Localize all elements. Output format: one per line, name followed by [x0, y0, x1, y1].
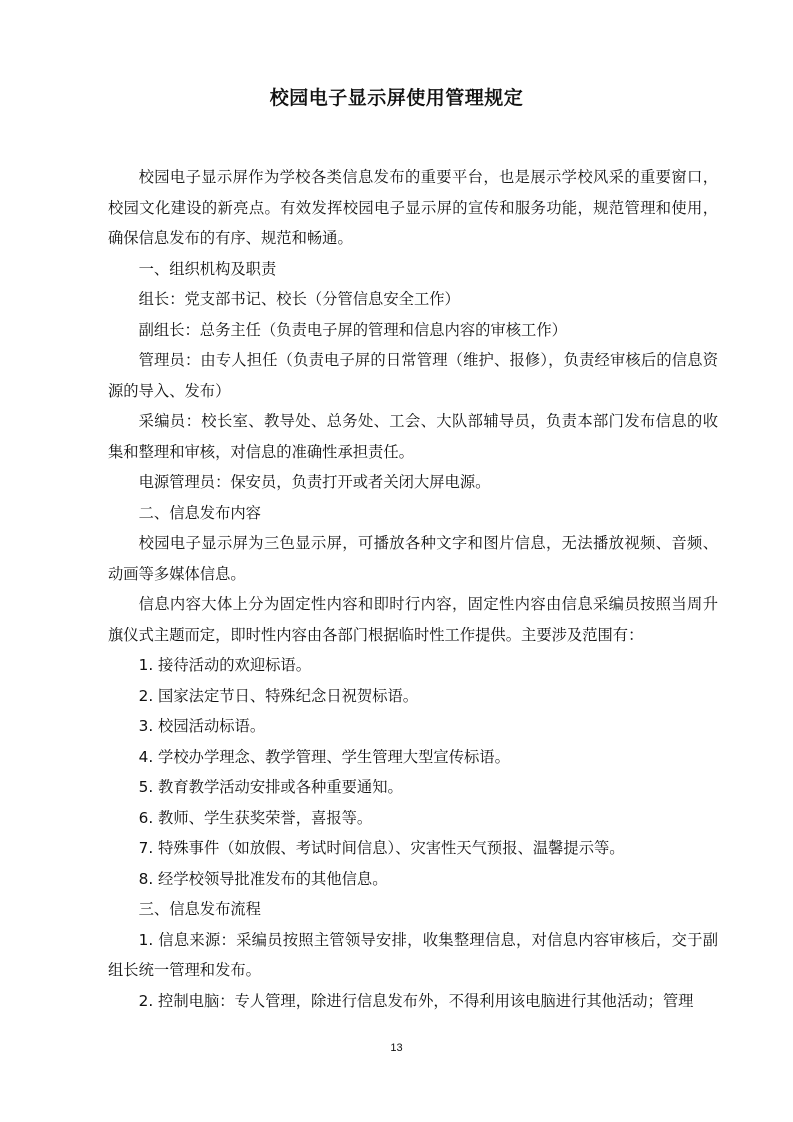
list-item: 1. 信息来源：采编员按照主管领导安排，收集整理信息，对信息内容审核后，交于副组长统一管理和发布。 [108, 930, 718, 979]
paragraph-team-leader: 组长：党支部书记、校长（分管信息安全工作） [138, 290, 460, 308]
list-item: 3. 校园活动标语。 [138, 717, 266, 735]
list-item: 8. 经学校领导批准发布的其他信息。 [138, 869, 388, 888]
list-item: 7. 特殊事件（如放假、考试时间信息）、灾害性天气预报、温馨提示等。 [138, 839, 625, 857]
document-body [108, 162, 718, 1016]
paragraph-intro: 校园电子显示屏作为学校各类信息发布的重要平台，也是展示学校风采的重要窗口，校园文化建设的新亮点。有效发挥校园电子显示屏的宣传和服务功能，规范管理和使用，确保信息发布的有序、规范和畅通。 [108, 168, 718, 247]
paragraph-power-manager: 电源管理员：保安员，负责打开或者关闭大屏电源。 [138, 473, 491, 491]
section-heading-process: 三、信息发布流程 [138, 900, 261, 918]
list-item: 2. 控制电脑：专人管理，除进行信息发布外，不得利用该电脑进行其他活动；管理 [138, 991, 694, 1010]
paragraph-deputy-leader: 副组长：总务主任（负责电子屏的管理和信息内容的审核工作） [138, 320, 567, 339]
paragraph-content-types: 信息内容大体上分为固定性内容和即时行内容，固定性内容由信息采编员按照当周升旗仪式主题而定，即时性内容由各部门根据临时性工作提供。主要涉及范围有： [108, 595, 718, 644]
paragraph-administrator: 管理员：由专人担任（负责电子屏的日常管理（维护、报修），负责经审核后的信息资源的导入、发布） [108, 351, 718, 400]
list-item: 2. 国家法定节日、特殊纪念日祝贺标语。 [138, 686, 419, 705]
list-item: 5. 教育教学活动安排或各种重要通知。 [138, 778, 403, 796]
paragraph-display-capability: 校园电子显示屏为三色显示屏，可播放各种文字和图片信息，无法播放视频、音频、动画等多媒体信息。 [108, 534, 718, 583]
section-heading-content: 二、信息发布内容 [138, 503, 261, 522]
page-number: 13 [390, 1042, 403, 1054]
list-item: 4. 学校办学理念、教学管理、学生管理大型宣传标语。 [138, 747, 510, 766]
list-item: 6. 教师、学生获奖荣誉，喜报等。 [138, 808, 373, 827]
paragraph-editors: 采编员：校长室、教导处、总务处、工会、大队部辅导员，负责本部门发布信息的收集和整理和审核，对信息的准确性承担责任。 [108, 412, 718, 461]
section-heading-organization: 一、组织机构及职责 [138, 259, 277, 278]
list-item: 1. 接待活动的欢迎标语。 [138, 656, 312, 674]
document-title: 校园电子显示屏使用管理规定 [269, 87, 524, 109]
